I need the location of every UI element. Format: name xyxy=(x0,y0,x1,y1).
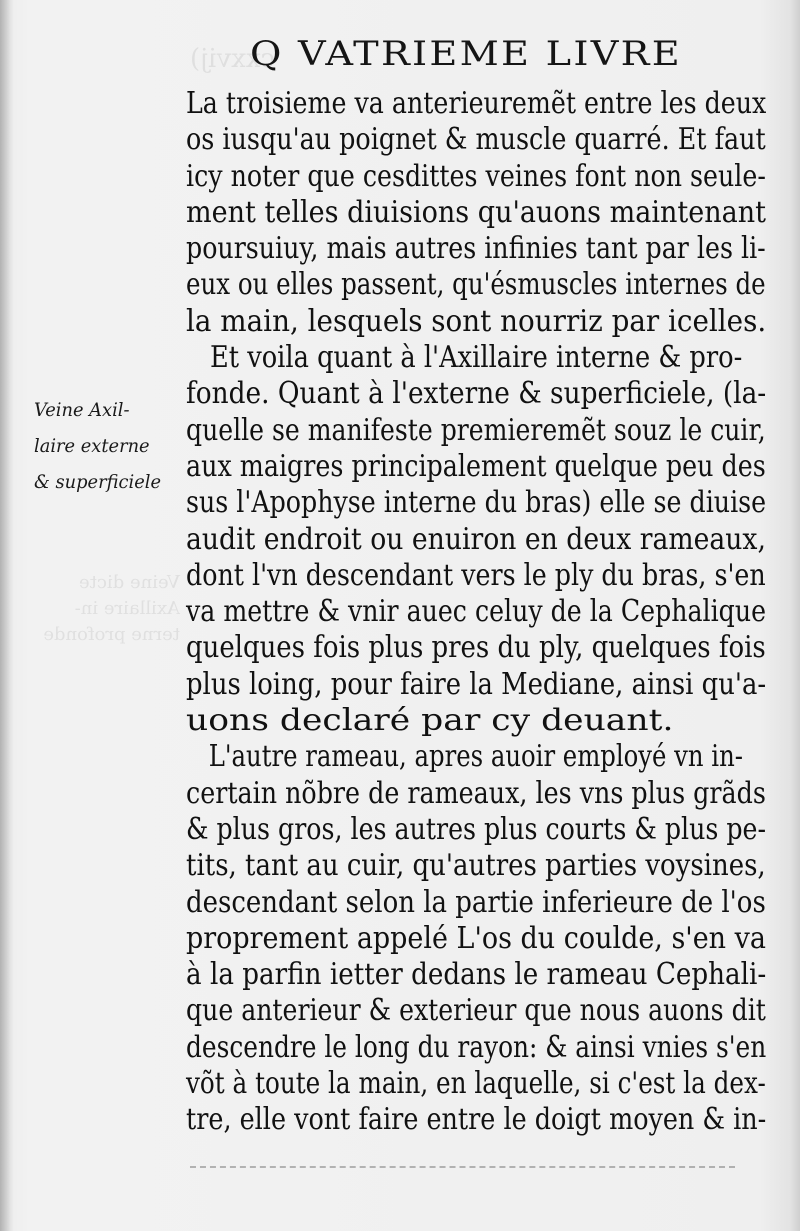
text-line: La troisieme va anterieuremẽt entre les deux xyxy=(186,86,767,121)
running-header xyxy=(0,34,800,86)
text-line: tre, elle vont faire entre le doigt moyen & in- xyxy=(186,1102,767,1138)
text-line: ment telles diuisions qu'auons maintenant xyxy=(186,194,767,230)
text-line: audit endroit ou enuiron en deux rameaux, xyxy=(186,521,766,557)
bleed-through-margin-note: Veine dicte Axillaire in- terne profonde xyxy=(43,572,180,645)
text-line: proprement appelé L'os du coulde, s'en va xyxy=(186,920,766,956)
text-line: plus loing, pour faire la Mediane, ainsi qu'a- xyxy=(186,666,767,702)
text-line: certain nõbre de rameaux, les vns plus grãds xyxy=(186,775,766,811)
text-line: L'autre rameau, apres auoir employé vn in- xyxy=(208,739,743,775)
text-line: la main, lesquels sont nourriz par icelles. xyxy=(186,303,767,339)
text-line: dont l'vn descendant vers le ply du bras, s'en xyxy=(186,557,766,593)
margin-note xyxy=(34,392,194,500)
text-line: descendant selon la partie inferieure de l'os xyxy=(186,884,766,920)
body-text xyxy=(186,86,766,1139)
text-line: descendre le long du rayon: & ainsi vnies s'en xyxy=(186,1029,767,1065)
text-line: tits, tant au cuir, qu'autres parties voysines, xyxy=(186,848,766,884)
text-line: eux ou elles passent, qu'ésmuscles internes de xyxy=(186,267,766,303)
text-line: võt à toute la main, en laquelle, si c'est la dex- xyxy=(186,1066,766,1102)
margin-note-line: laire externe xyxy=(34,435,150,457)
margin-note-line: & superficiele xyxy=(34,471,161,493)
text-line: Et voila quant à l'Axillaire interne & pro- xyxy=(209,340,743,376)
text-line: & plus gros, les autres plus courts & plus pe- xyxy=(186,811,767,847)
text-line: os iusqu'au poignet & muscle quarré. Et faut xyxy=(186,122,766,158)
margin-note-line: Veine Axil- xyxy=(34,399,130,421)
page-header-title: Q VATRIEME LIVRE xyxy=(250,34,682,74)
bleed-through-header: cxxvij) xyxy=(190,44,276,74)
text-line: va mettre & vnir auec celuy de la Cephalique xyxy=(186,594,767,630)
text-line: uons declaré par cy deuant. xyxy=(186,703,674,739)
text-line: quelle se manifeste premieremẽt souz le cuir, xyxy=(186,412,766,448)
text-line: que anterieur & exterieur que nous auons dit xyxy=(186,993,766,1029)
text-line: sus l'Apophyse interne du bras) elle se diuise xyxy=(186,485,767,521)
text-line: fonde. Quant à l'externe & superficiele, (la- xyxy=(186,376,767,412)
text-line: aux maigres principalement quelque peu des xyxy=(186,448,766,484)
bottom-rule xyxy=(190,1166,735,1168)
page-gutter-shadow xyxy=(0,0,14,1231)
text-line: quelques fois plus pres du ply, quelques fois xyxy=(186,630,766,666)
text-line: poursuiuy, mais autres infinies tant par les li- xyxy=(186,231,766,267)
text-line: icy noter que cesdittes veines font non seule- xyxy=(186,158,766,194)
text-line: à la parfin ietter dedans le rameau Cephali- xyxy=(186,957,767,993)
